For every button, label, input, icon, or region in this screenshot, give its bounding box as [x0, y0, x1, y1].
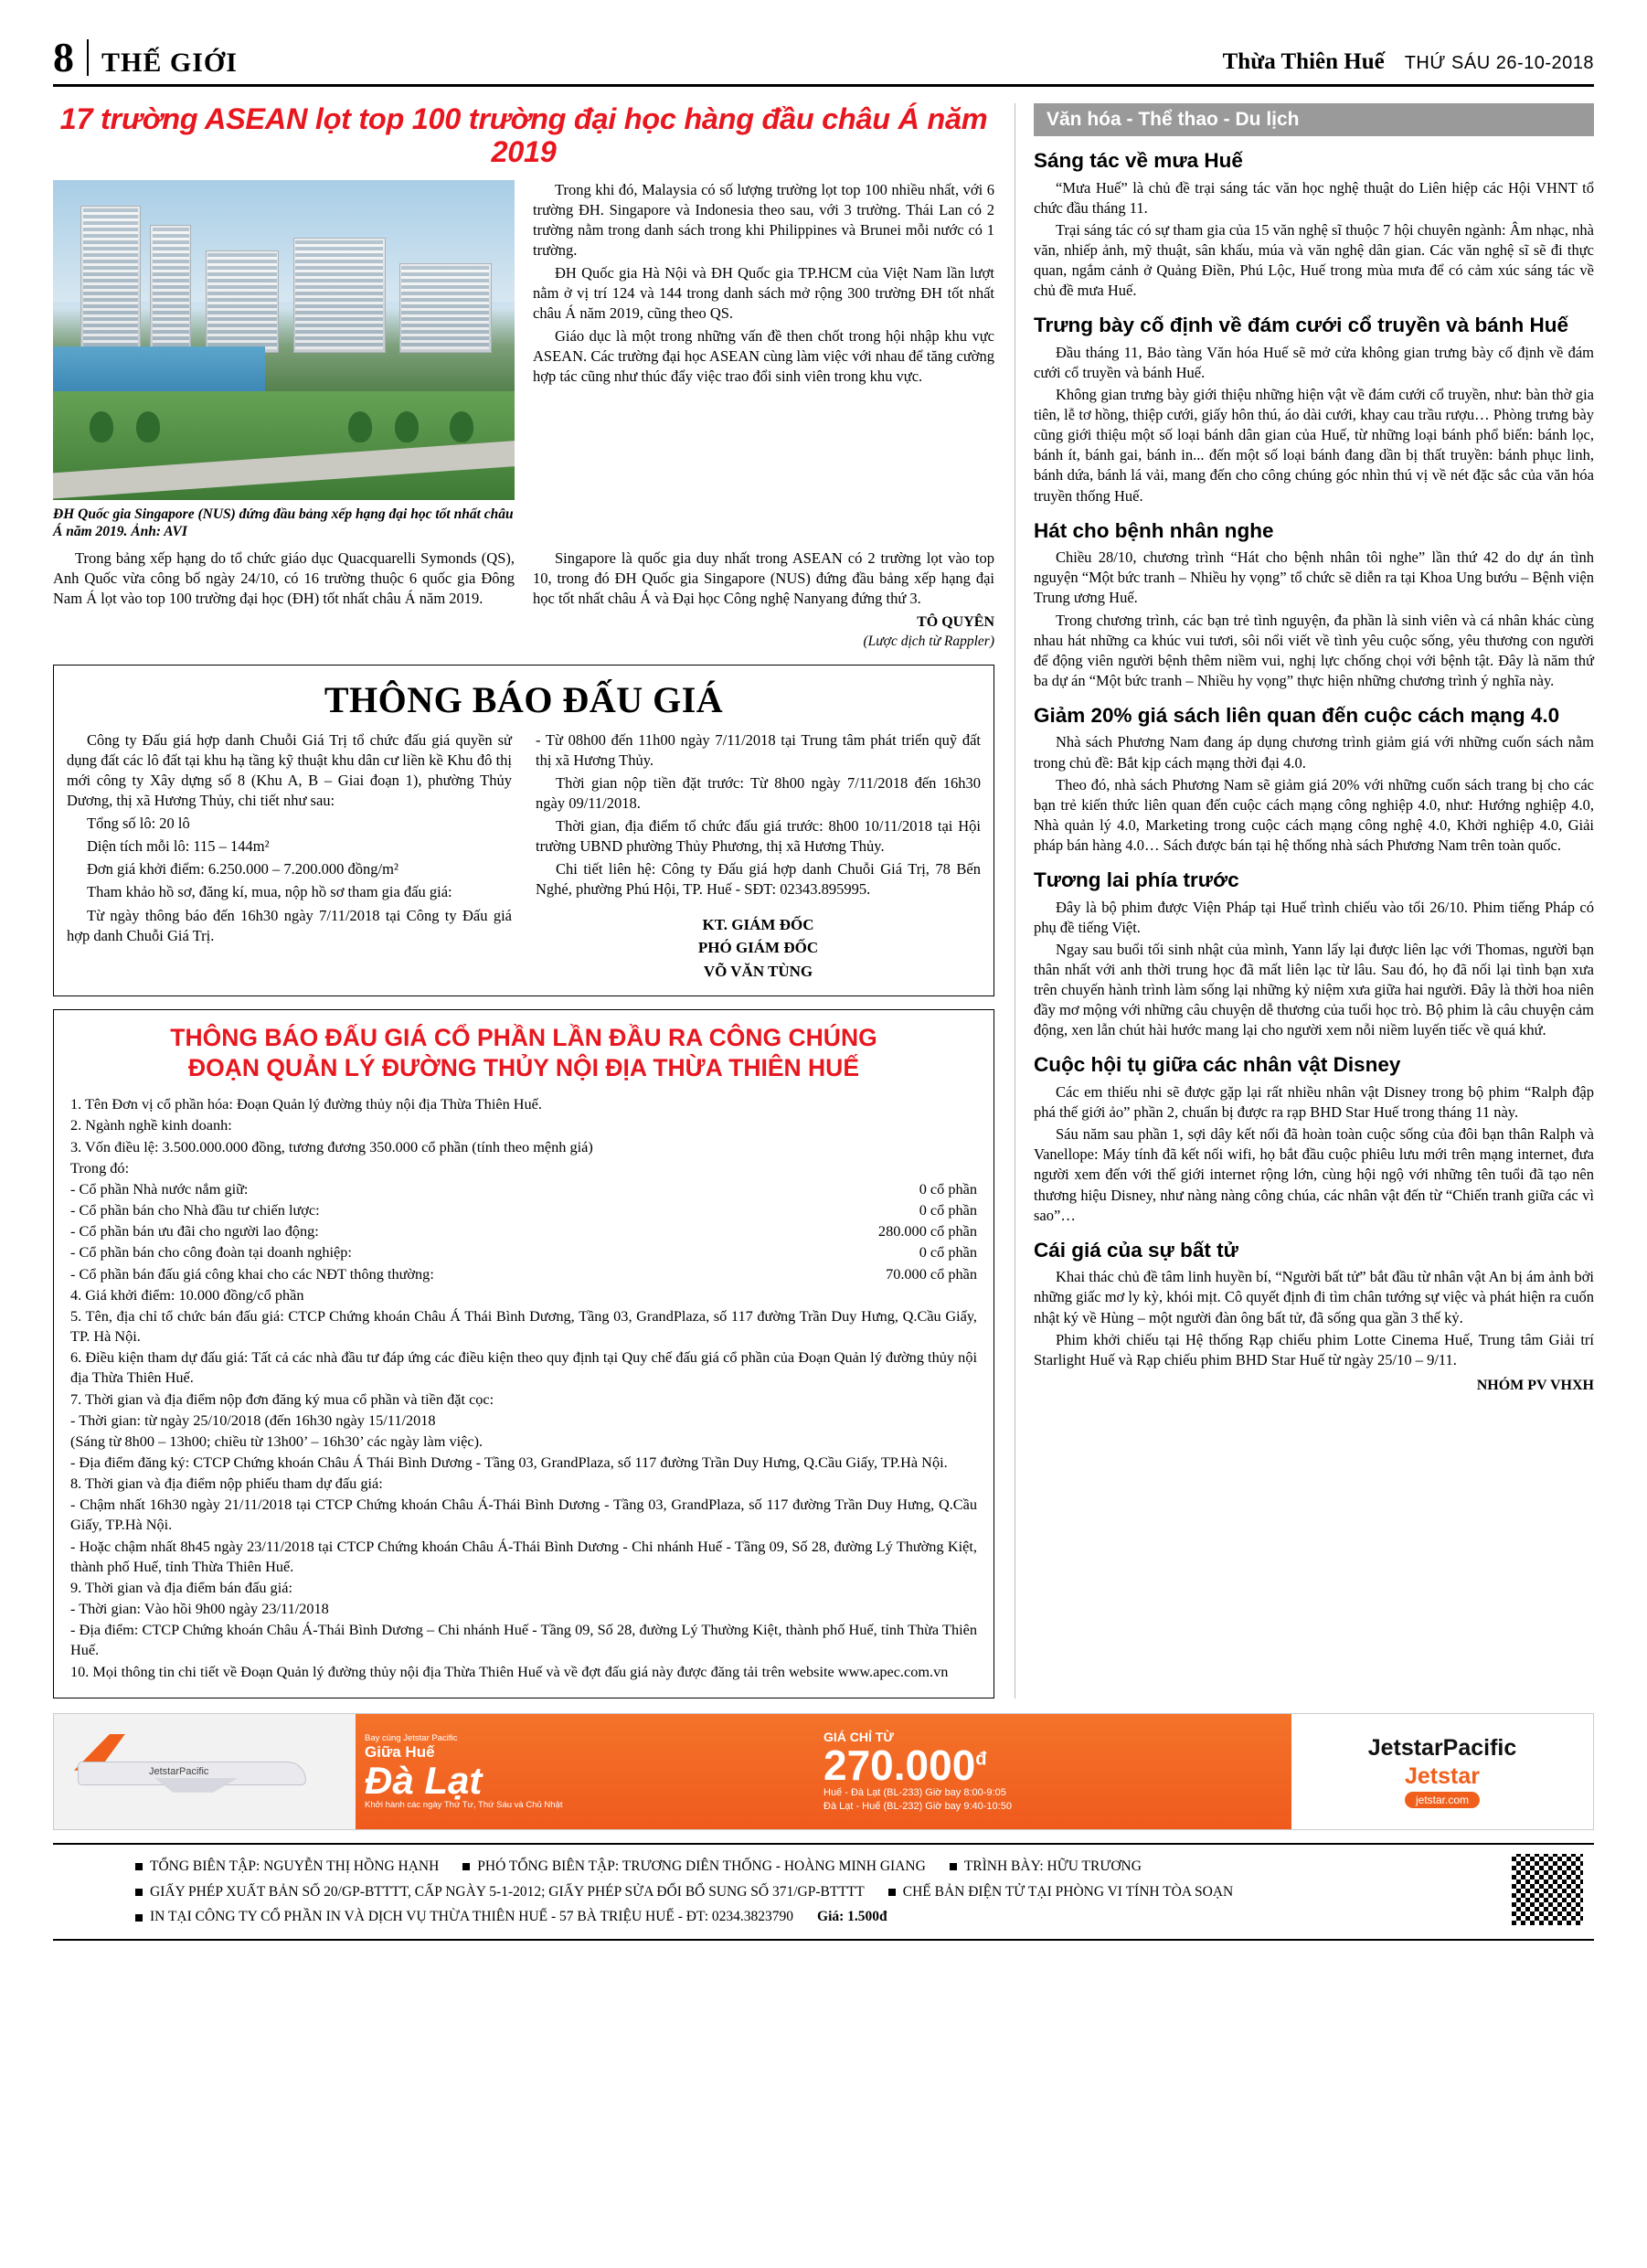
breakdown-value: 0 cổ phần — [919, 1201, 977, 1219]
signature-line3: VÕ VĂN TÙNG — [703, 962, 813, 980]
masthead-right — [1223, 49, 1594, 79]
flight-route: Đà Lạt - Huế — [824, 1800, 881, 1812]
paragraph: Chi tiết liên hệ: Công ty Đấu giá hợp danh Chuỗi Giá Trị, 78 Bến Nghé, phường Phú Hội, TP. Huế - SĐT: 02343.895995. — [536, 860, 981, 899]
flight-time: Giờ bay 8:00-9:05 — [925, 1786, 1006, 1798]
ad-price-block — [824, 1730, 1282, 1814]
ipo-breakdown-row — [70, 1200, 977, 1220]
ipo-breakdown-row — [70, 1264, 977, 1284]
ad-price-value: 270.000 — [824, 1741, 976, 1789]
paragraph: Tham khảo hồ sơ, đăng kí, mua, nộp hồ sơ tham gia đấu giá: — [87, 883, 452, 901]
paragraph: Đây là bộ phim được Viện Pháp tại Huế trình chiếu vào tối 26/10. Phim tiếng Pháp có phụ đề tiếng Việt. — [1034, 898, 1594, 936]
ipo-item: - Địa điểm đăng ký: CTCP Chứng khoán Châu Á Thái Bình Dương - Tầng 03, GrandPlaza, số 117 đường Trần Duy Hưng, Q.Cầu Giấy, TP.Hà Nội. — [70, 1453, 948, 1471]
article-photo-block — [53, 180, 515, 542]
left-column — [53, 103, 994, 1698]
ipo-title — [70, 1023, 977, 1083]
ipo-notice-box — [53, 1009, 994, 1698]
paragraph: Công ty Đấu giá hợp danh Chuỗi Giá Trị tổ chức đấu giá quyền sử dụng đất các lô đất tại khu hạ tầng kỹ thuật khu dân cư liền kề Khu đô thị mới công ty Xây dựng số 8 (Khu A, B – Giai đoạn 1), phường Thủy Dương, thị xã Hương Thủy, chi tiết như sau: — [67, 730, 512, 810]
auction-signature — [536, 913, 981, 984]
ad-route-block — [365, 1733, 824, 1810]
ipo-item: - Địa điểm: CTCP Chứng khoán Châu Á-Thái Bình Dương – Chi nhánh Huế - Tầng 09, Số 28, đường Lý Thường Kiệt, thành phố Huế, tỉnh Thừa Thiên Huế. — [70, 1621, 977, 1659]
paragraph: Chiều 28/10, chương trình “Hát cho bệnh nhân tôi nghe” lần thứ 42 do dự án tình nguyện “Một bức tranh – Nhiều hy vọng” tổ chức sẽ diễn ra tại Khoa Ung bướu – Bệnh viện Trung ương Huế. — [1034, 548, 1594, 607]
section-heading-5: Tương lai phía trước — [1034, 868, 1239, 892]
right-column — [1015, 103, 1594, 1698]
section-body-7 — [1034, 1267, 1594, 1370]
paragraph: Đầu tháng 11, Bảo tàng Văn hóa Huế sẽ mở cửa không gian trưng bày cố định về đám cưới cổ truyền và bánh Huế. — [1034, 343, 1594, 381]
auction-title: THÔNG BÁO ĐẤU GIÁ — [324, 678, 724, 720]
layout-credit: TRÌNH BÀY: HỮU TRƯƠNG — [950, 1854, 1142, 1879]
breakdown-value: 280.000 cổ phần — [877, 1222, 977, 1240]
paragraph: Các em thiếu nhi sẽ được gặp lại rất nhiều nhân vật Disney trong bộ phim “Ralph đập phá thế giới ảo” phần 2, chuẩn bị được ra rạp BHD Star Huế trong tháng 11 này. — [1034, 1083, 1594, 1122]
section-body-6 — [1034, 1082, 1594, 1226]
ad-brand-name: JetstarPacific — [1367, 1734, 1517, 1761]
paragraph: “Mưa Huế” là chủ đề trại sáng tác văn học nghệ thuật do Liên hiệp các Hội VHNT tổ chức đầu tháng 11. — [1034, 178, 1594, 217]
section-body-2 — [1034, 343, 1594, 506]
auction-right-col — [536, 730, 981, 983]
ad-offer — [356, 1714, 1291, 1829]
footer-line-2 — [135, 1879, 1594, 1905]
section-body-3 — [1034, 548, 1594, 691]
breakdown-label: - Cổ phần bán cho Nhà đầu tư chiến lược: — [70, 1201, 320, 1219]
auction-notice-box — [53, 665, 994, 996]
paragraph: Ngay sau buổi tối sinh nhật của mình, Yann lấy lại được liên lạc với Thomas, người bạn thân nhất với anh thời trung học đã mất liên lạc từ lâu. Sau đó, họ đã nối lại tình bạn xưa trên chuyến hành trình làm sống lại những kỷ niệm xưa giữa hai người. Đây là thời hoa niên đầy mơ mộng với những câu chuyện dễ thương của tuổi học trò. Bộ phim là câu chuyện cảm động, xen lẫn chút hài hước mang lại cho người xem nỗi niềm luyến tiếc về quá khứ. — [1034, 940, 1594, 1039]
section-body-5 — [1034, 898, 1594, 1041]
flight-row — [824, 1786, 1282, 1800]
auction-columns — [67, 730, 981, 983]
section-heading-2: Trưng bày cố định về đám cưới cổ truyền và bánh Huế — [1034, 314, 1568, 337]
section-heading-3: Hát cho bệnh nhân nghe — [1034, 518, 1274, 542]
paragraph: Trong bảng xếp hạng do tổ chức giáo dục Quacquarelli Symonds (QS), Anh Quốc vừa công bố ngày 24/10, có 16 trường thuộc 6 quốc gia Đông Nam Á lọt vào top 100 trường đại học (ĐH) tốt nhất châu Á năm 2019. — [53, 549, 515, 608]
paragraph: - Từ 08h00 đến 11h00 ngày 7/11/2018 tại Trung tâm phát triển quỹ đất thị xã Hương Thủy. — [536, 730, 981, 769]
masthead — [53, 34, 1594, 87]
ipo-item: 9. Thời gian và địa điểm bán đấu giá: — [70, 1578, 292, 1596]
ad-brand-url[interactable]: jetstar.com — [1405, 1792, 1480, 1808]
ad-route-destination: Đà Lạt — [365, 1758, 483, 1802]
ipo-breakdown-row — [70, 1242, 977, 1262]
ad-route-note: Khởi hành các ngày Thứ Tư, Thứ Sáu và Chủ Nhật — [365, 1799, 563, 1810]
paragraph: Không gian trưng bày giới thiệu những hiện vật về đám cưới cổ truyền, như: bàn thờ gia tiên, lễ tơ hồng, thiệp cưới, giấy hôn thú, áo dài cưới, khay cau trầu rượu… Phòng trưng bày cũng giới thiệu một số loại bánh dân gian của Huế, từ những loại bánh phổ biến: bánh lọc, bánh ít, bánh gai, bánh in... đến một số loại bánh đang dần bị thất truyền: bánh phục linh, bánh dứa, bánh lá vải, mang đến cho công chúng góc nhìn thú vị về nét đặc sắc của văn hóa truyền thống Huế. — [1034, 385, 1594, 505]
ipo-item: Trong đó: — [70, 1158, 130, 1177]
paragraph: ĐH Quốc gia Hà Nội và ĐH Quốc gia TP.HCM của Việt Nam lần lượt nằm ở vị trí 124 và 144 trong danh sách mở rộng 300 trường ĐH tốt nhất châu Á năm 2019, cũng theo QS. — [533, 263, 994, 323]
flight-route: Huế - Đà Lạt — [824, 1786, 881, 1798]
breakdown-label: - Cổ phần Nhà nước nắm giữ: — [70, 1179, 249, 1198]
plane-livery-text: JetstarPacific — [149, 1765, 209, 1777]
ipo-breakdown-row — [70, 1179, 977, 1199]
section-heading-4: Giảm 20% giá sách liên quan đến cuộc cách mạng 4.0 — [1034, 703, 1560, 727]
typesetting-credit: CHẾ BẢN ĐIỆN TỬ TẠI PHÒNG VI TÍNH TÒA SOẠN — [888, 1879, 1234, 1905]
ad-brand-name-secondary: Jetstar — [1405, 1762, 1480, 1789]
ipo-item-text: 10. Mọi thông tin chi tiết về Đoạn Quản lý đường thủy nội địa Thừa Thiên Huế và về đợt đấu giá này được đăng tải trên website www.apec.com.vn — [70, 1662, 949, 1680]
breakdown-value: 0 cổ phần — [919, 1179, 977, 1198]
ipo-body — [70, 1094, 977, 1681]
page-content — [53, 103, 1594, 1698]
section-body-4 — [1034, 732, 1594, 856]
ad-price — [824, 1741, 1282, 1789]
masthead-left — [53, 34, 238, 80]
ipo-item: - Thời gian: Vào hồi 9h00 ngày 23/11/2018 — [70, 1600, 329, 1618]
paragraph: Giáo dục là một trong những vấn đề then chốt trong hội nhập khu vực ASEAN. Các trường đại học ASEAN cùng làm việc với nhau để tăng cường hợp tác cũng như thúc đẩy việc trao đổi sinh viên trong khu vực. — [533, 327, 994, 386]
paragraph: Tổng số lô: 20 lô — [87, 815, 190, 833]
section-body-1 — [1034, 178, 1594, 302]
ipo-item: 2. Ngành nghề kinh doanh: — [70, 1116, 232, 1134]
printing-credit: IN TẠI CÔNG TY CỔ PHẦN IN VÀ DỊCH VỤ THỪA THIÊN HUẾ - 57 BÀ TRIỆU HUẾ - ĐT: 0234.3823790 — [135, 1904, 793, 1930]
cover-price: Giá: 1.500đ — [817, 1909, 887, 1925]
article-col3 — [533, 548, 994, 652]
section-heading-1: Sáng tác về mưa Huế — [1034, 149, 1243, 172]
ipo-item: 8. Thời gian và địa điểm nộp phiếu tham dự đấu giá: — [70, 1475, 383, 1493]
section-heading-6: Cuộc hội tụ giữa các nhân vật Disney — [1034, 1053, 1401, 1077]
paragraph: Theo đó, nhà sách Phương Nam sẽ giảm giá 20% với những cuốn sách trang bị cho các bạn trẻ kiến thức liên quan đến cuộc cách mạng công nghiệp 4.0, như: Hướng nghiệp 4.0, Nhà quản lý 4.0, Marketing trong cuộc cách mạng công nghệ 4.0, Khởi nghiệp 4.0, Giải pháp bán hàng 4.0… Sách được bán tại hệ thống nhà sách Phương Nam trên toàn quốc. — [1034, 775, 1594, 855]
paragraph: Nhà sách Phương Nam đang áp dụng chương trình giảm giá với những cuốn sách nằm trong chủ đề: Bắt kịp cách mạng thời đại 4.0. — [1034, 733, 1594, 772]
ad-price-currency: đ — [975, 1749, 987, 1770]
article-bottom — [53, 548, 994, 652]
ipo-item: 1. Tên Đơn vị cổ phần hóa: Đoạn Quản lý đường thủy nội địa Thừa Thiên Huế. — [70, 1095, 542, 1113]
qr-code-icon[interactable] — [1508, 1850, 1587, 1929]
flight-code: (BL-233) — [883, 1786, 923, 1798]
article-byline-sub: (Lược dịch từ Rappler) — [863, 633, 994, 649]
article-col1 — [53, 548, 515, 652]
paragraph: Từ ngày thông báo đến 16h30 ngày 7/11/2018 tại Công ty Đấu giá hợp danh Chuỗi Giá Trị. — [67, 906, 512, 944]
ipo-item: 3. Vốn điều lệ: 3.500.000.000 đồng, tương đương 350.000 cổ phần (tính theo mệnh giá) — [70, 1137, 593, 1155]
right-column-byline: NHÓM PV VHXH — [1476, 1377, 1594, 1393]
ipo-item: - Hoặc chậm nhất 8h45 ngày 23/11/2018 tại CTCP Chứng khoán Châu Á-Thái Bình Dương - Chi nhánh Huế - Tầng 09, Số 28, đường Lý Thường Kiệt, thành phố Huế, tỉnh Thừa Thiên Huế. — [70, 1537, 977, 1575]
page-number: 8 — [53, 34, 74, 80]
ad-brand-logo — [1291, 1714, 1593, 1829]
footer-line-3 — [135, 1904, 1594, 1930]
ad-route-origin: Giữa Huế — [365, 1742, 435, 1761]
campus-photo — [53, 180, 515, 500]
jetstar-ad-banner[interactable] — [53, 1713, 1594, 1830]
paragraph: Singapore là quốc gia duy nhất trong ASEAN có 2 trường lọt vào top 10, trong đó ĐH Quốc gia Singapore (NUS) đứng đầu bảng xếp hạng đại học tốt nhất châu Á và Đại học Công nghệ Nanyang đứng thứ 3. — [533, 549, 994, 608]
page-footer — [53, 1843, 1594, 1942]
article-byline: TÔ QUYÊN — [917, 614, 994, 631]
paragraph: Trại sáng tác có sự tham gia của 15 văn nghệ sĩ thuộc 7 hội chuyên ngành: Âm nhạc, nhà văn, nhiếp ảnh, mỹ thuật, sân khấu, múa và văn nghệ dân gian. Các văn nghệ sĩ sẽ đi thực quan, ngắm cảnh ở Quảng Điền, Phú Lộc, Huế trong mùa mưa để có cảm xúc sáng tác về chủ đề mưa Huế. — [1034, 220, 1594, 300]
breakdown-label: - Cổ phần bán ưu đãi cho người lao động: — [70, 1222, 319, 1240]
paragraph: Đơn giá khởi điểm: 6.250.000 – 7.200.000 đồng/m² — [87, 860, 398, 878]
paragraph: Trong chương trình, các bạn trẻ tình nguyện, đa phần là sinh viên và cá nhân khác cùng nhau hát những ca khúc vui tươi, sôi nổi viết về tình yêu cuộc sống, yêu thương con người để động viên người bệnh thêm niềm vui, nghị lực chống chọi với bệnh tật. Đây là năm thứ ba dự án “Một bức tranh – Nhiều hy vọng” thực hiện những chương trình ý nghĩa này. — [1034, 611, 1594, 689]
breakdown-label: - Cổ phần bán cho công đoàn tại doanh nghiệp: — [70, 1243, 352, 1262]
paragraph: Trong khi đó, Malaysia có số lượng trường lọt top 100 nhiều nhất, với 6 trường ĐH. Singapore và Indonesia theo sau, với 3 trường. Thái Lan có 2 trường nằm trong danh sách trong khi Philippines và Brunei mỗi nước có 1 trường. — [533, 180, 994, 259]
ipo-title-line1: THÔNG BÁO ĐẤU GIÁ CỔ PHẦN LẦN ĐẦU RA CÔNG CHÚNG — [170, 1024, 877, 1052]
ipo-item: - Chậm nhất 16h30 ngày 21/11/2018 tại CTCP Chứng khoán Châu Á-Thái Bình Dương - Tầng 03, GrandPlaza, số 117 đường Trần Duy Hưng, Q.Cầu Giấy, TP.Hà Nội. — [70, 1496, 977, 1534]
publishing-license: GIẤY PHÉP XUẤT BẢN SỐ 20/GP-BTTTT, CẤP NGÀY 5-1-2012; GIẤY PHÉP SỬA ĐỔI BỔ SUNG SỐ 371/GP-BTTTT — [135, 1879, 865, 1905]
paragraph: Phim khởi chiếu tại Hệ thống Rạp chiếu phim Lotte Cinema Huế, Trung tâm Giải trí Starlight Huế và Rạp chiếu phim BHD Star Huế từ ngày 25/10 – 9/11. — [1034, 1330, 1594, 1368]
deputy-editors: PHÓ TỔNG BIÊN TẬP: TRƯƠNG DIÊN THỐNG - HOÀNG MINH GIANG — [462, 1854, 926, 1879]
ipo-item: 5. Tên, địa chỉ tổ chức bán đấu giá: CTCP Chứng khoán Châu Á Thái Bình Dương, Tầng 03, GrandPlaza, số 117 đường Trần Duy Hưng, Q.Cầu Giấy, TP. Hà Nội. — [70, 1306, 977, 1346]
paragraph: Sáu năm sau phần 1, sợi dây kết nối đã hoàn toàn cuộc sống của đôi bạn thân Ralph và Vanellope: Máy tính đã kết nối wifi, họ bắt đầu cuộc phiêu lưu mới trên mạng internet, đưa người xem đến với thế giới internet rộng lớn, cùng hội ngộ với những tên tuổi đã tạo nên thương hiệu Disney, như nàng nàng công chúa, các nhân vật đến từ “Chiến tranh giữa các vì sao”… — [1034, 1125, 1594, 1224]
editor-in-chief: TỔNG BIÊN TẬP: NGUYỄN THỊ HỒNG HẠNH — [135, 1854, 439, 1879]
plane-wing-icon — [154, 1778, 239, 1793]
footer-credits — [53, 1854, 1594, 1931]
signature-line1: KT. GIÁM ĐỐC — [702, 915, 814, 933]
masthead-divider — [87, 39, 89, 76]
ipo-breakdown-row — [70, 1221, 977, 1241]
breakdown-label: - Cổ phần bán đấu giá công khai cho các NĐT thông thường: — [70, 1264, 434, 1283]
ipo-item: 7. Thời gian và địa điểm nộp đơn đăng ký mua cổ phần và tiền đặt cọc: — [70, 1390, 494, 1408]
section-title: THẾ GIỚI — [101, 48, 238, 78]
ad-airplane-image — [54, 1714, 356, 1829]
ipo-item: (Sáng từ 8h00 – 13h00; chiều từ 13h00’ – 16h30’ các ngày làm việc). — [70, 1432, 483, 1450]
issue-date: THỨ SÁU 26-10-2018 — [1404, 53, 1594, 73]
article-top — [53, 180, 994, 542]
main-headline: 17 trường ASEAN lọt top 100 trường đại học hàng đầu châu Á năm 2019 — [59, 102, 988, 168]
ad-flight-times — [824, 1786, 1282, 1814]
ipo-item: 6. Điều kiện tham dự đấu giá: Tất cả các nhà đầu tư đáp ứng các điều kiện theo quy định tại Quy chế đấu giá cổ phần của Đoạn Quản lý đường thủy nội địa Thừa Thiên Huế. — [70, 1348, 977, 1387]
ad-tagline: Bay cùng Jetstar Pacific — [365, 1732, 458, 1743]
ipo-item: 4. Giá khởi điểm: 10.000 đồng/cổ phần — [70, 1285, 304, 1304]
paragraph: Thời gian, địa điểm tổ chức đấu giá trước: 8h00 10/11/2018 tại Hội trường UBND phường Thủy Phương, thị xã Hương Thủy. — [536, 817, 981, 856]
ipo-item: - Thời gian: từ ngày 25/10/2018 (đến 16h30 ngày 15/11/2018 — [70, 1411, 436, 1429]
photo-caption: ĐH Quốc gia Singapore (NUS) đứng đầu bảng xếp hạng đại học tốt nhất châu Á năm 2019. Ảnh: AVI — [53, 506, 514, 540]
ipo-title-line2: ĐOẠN QUẢN LÝ ĐƯỜNG THỦY NỘI ĐỊA THỪA THIÊN HUẾ — [188, 1054, 859, 1082]
flight-code: (BL-232) — [883, 1800, 923, 1812]
section-heading-7: Cái giá của sự bất tử — [1034, 1238, 1238, 1262]
article-col2 — [533, 180, 994, 542]
category-bar: Văn hóa - Thể thao - Du lịch — [1034, 103, 1594, 136]
flight-row — [824, 1800, 1282, 1814]
paragraph: Khai thác chủ đề tâm linh huyền bí, “Người bất tử” bắt đầu từ nhân vật An bị ám ảnh bởi những giấc mơ ly kỳ, khói mịt. Cô quyết định đi tìm chân tướng sự việc và phát hiện ra cuốn nhật ký về Hùng – một người đàn ông bất tử, đã sống qua gần 3 thế kỷ. — [1034, 1268, 1594, 1326]
flight-time: Giờ bay 9:40-10:50 — [925, 1800, 1012, 1812]
paragraph: Thời gian nộp tiền đặt trước: Từ 8h00 ngày 7/11/2018 đến 16h30 ngày 09/11/2018. — [536, 773, 981, 813]
auction-left-col — [67, 730, 512, 983]
footer-line-1 — [135, 1854, 1594, 1879]
breakdown-value: 0 cổ phần — [919, 1243, 977, 1262]
ipo-item-final — [70, 1662, 977, 1682]
signature-line2: PHÓ GIÁM ĐỐC — [697, 939, 819, 957]
breakdown-value: 70.000 cổ phần — [886, 1264, 977, 1283]
ad-price-label: GIÁ CHỈ TỪ — [824, 1729, 894, 1744]
paper-name: Thừa Thiên Huế — [1222, 49, 1385, 74]
paragraph: Diện tích mỗi lô: 115 – 144m² — [87, 837, 270, 856]
